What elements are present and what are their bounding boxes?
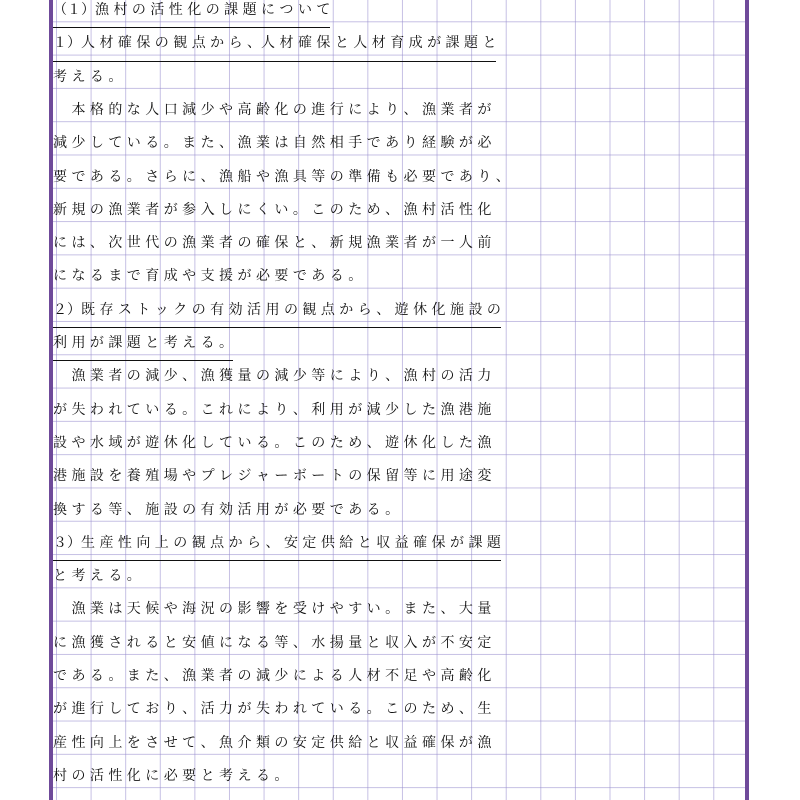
text-line: 港 施 設 を 養 殖 場 や プ レ ジ ャ ー ボ ー ト の 保 留 等 に 用 途 変 [53,468,492,485]
text-line: 考 え る 。 [53,68,123,85]
subheading-2: ２）既 存 ス ト ッ ク の 有 効 活 用 の 観 点 か ら 、 遊 休 化 施 設 の [53,294,501,328]
text-line: 利 用 が 課 題 と 考 え る 。 [53,327,745,360]
text-line: 本 格 的 な 人 口 減 少 や 高 齢 化 の 進 行 に よ り 、 漁 業 者 が [53,101,492,118]
subheading-1: １）人 材 確 保 の 観 点 か ら 、人 材 確 保 と 人 材 育 成 が 課 題 と [53,27,496,61]
text-line: に は 、 次 世 代 の 漁 業 者 の 確 保 と 、 新 規 漁 業 者 が 一 人 前 [53,235,492,252]
text-line [53,27,745,60]
text-line: 要 で あ る 。 さ ら に 、 漁 船 や 漁 具 等 の 準 備 も 必 要 で あ り 、 [53,168,510,185]
text-line: が 進 行 し て お り 、 活 力 が 失 わ れ て い る 。 こ の た め 、 生 [53,701,492,718]
text-line: で あ る 。 ま た 、 漁 業 者 の 減 少 に よ る 人 材 不 足 や 高 齢 化 [53,668,492,684]
text-line: と 考 え る 。 [53,568,141,585]
text-line: 新 規 の 漁 業 者 が 参 入 し に く い 。 こ の た め 、 漁 村 活 性 化 [53,201,492,218]
text-line: 村 の 活 性 化 に 必 要 と 考 え る 。 [53,767,289,784]
text-line [53,527,745,560]
subheading-3: ３）生 産 性 向 上 の 観 点 か ら 、 安 定 供 給 と 収 益 確 保 が 課 題 [53,527,501,561]
text-line: に 漁 獲 さ れ る と 安 値 に な る 等 、 水 揚 量 と 収 入 が 不 安 定 [53,634,492,651]
text-line: 漁 業 は 天 候 や 海 況 の 影 響 を 受 け や す い 。 ま た 、 大 量 [53,601,492,618]
text-line: 漁 業 者 の 減 少 、 漁 獲 量 の 減 少 等 に よ り 、 漁 村 の 活 力 [53,368,492,385]
text-line: が 失 わ れ て い る 。 こ れ に よ り 、 利 用 が 減 少 し た 漁 港 施 [53,401,492,418]
text-line [53,0,745,27]
section-heading: （１）漁 村 の 活 性 化 の 課 題 に つ い て [53,0,330,28]
text-line: 産 性 向 上 を さ せ て 、 魚 介 類 の 安 定 供 給 と 収 益 確 保 が 漁 [53,734,492,751]
text-line [53,294,745,327]
text-line: に な る ま で 育 成 や 支 援 が 必 要 で あ る 。 [53,268,363,285]
text-line: 減 少 し て い る 。 ま た 、 漁 業 は 自 然 相 手 で あ り 経 験 が 必 [53,135,492,152]
text-line: 換 す る 等 、 施 設 の 有 効 活 用 が 必 要 で あ る 。 [53,501,400,518]
text-line: 設 や 水 域 が 遊 休 化 し て い る 。 こ の た め 、 遊 休 化 し た 漁 [53,434,492,451]
